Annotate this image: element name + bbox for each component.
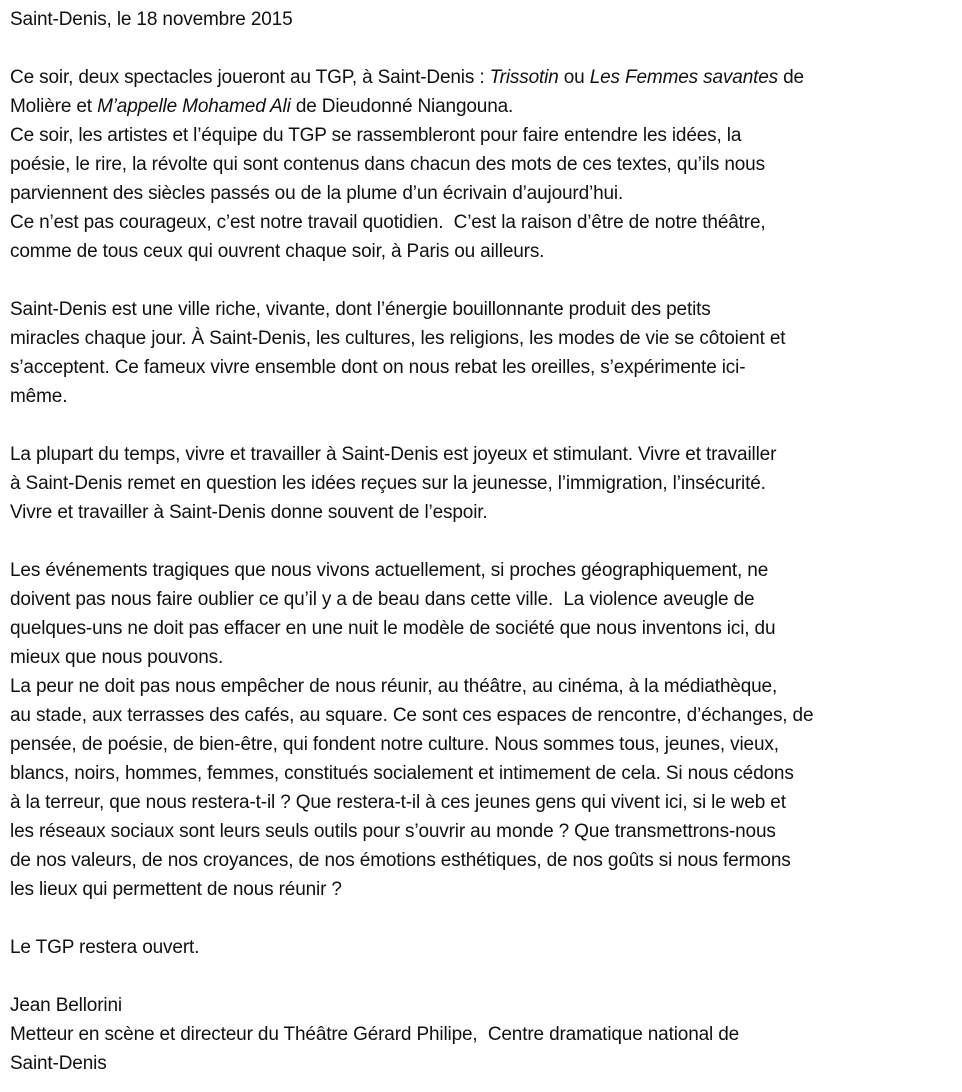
paragraph-line: mieux que nous pouvons. bbox=[10, 647, 224, 668]
date-line: Saint-Denis, le 18 novembre 2015 bbox=[10, 9, 293, 30]
letter-page bbox=[10, 5, 955, 1078]
signature-name: Jean Bellorini bbox=[10, 995, 122, 1016]
paragraph-line bbox=[10, 92, 955, 121]
spacer bbox=[10, 904, 955, 933]
signature-block bbox=[10, 991, 955, 1078]
paragraph-line: à la terreur, que nous restera-t-il ? Que restera-t-il à ces jeunes gens qui vivent ici, si le web et bbox=[10, 792, 786, 813]
paragraph-line: Vivre et travailler à Saint-Denis donne souvent de l’espoir. bbox=[10, 502, 488, 523]
paragraph-line: comme de tous ceux qui ouvrent chaque soir, à Paris ou ailleurs. bbox=[10, 241, 545, 262]
paragraph-line: les réseaux sociaux sont leurs seuls outils pour s’ouvrir au monde ? Que transmettrons-nous bbox=[10, 821, 776, 842]
paragraph-2 bbox=[10, 295, 955, 411]
play-title-trissotin: Trissotin bbox=[489, 67, 559, 88]
paragraph-line: miracles chaque jour. À Saint-Denis, les cultures, les religions, les modes de vie se côtoient et bbox=[10, 328, 786, 349]
paragraph-line: La peur ne doit pas nous empêcher de nous réunir, au théâtre, au cinéma, à la médiathèque, bbox=[10, 676, 778, 697]
signature-title: Saint-Denis bbox=[10, 1053, 107, 1074]
paragraph-line: Ce soir, les artistes et l’équipe du TGP se rassembleront pour faire entendre les idées, la bbox=[10, 125, 742, 146]
paragraph-line: poésie, le rire, la révolte qui sont contenus dans chacun des mots de ces textes, qu’ils nous bbox=[10, 154, 765, 175]
paragraph-line: au stade, aux terrasses des cafés, au square. Ce sont ces espaces de rencontre, d’échanges, de bbox=[10, 705, 814, 726]
signature-title: Metteur en scène et directeur du Théâtre Gérard Philipe, Centre dramatique national de bbox=[10, 1024, 740, 1045]
paragraph-line: de nos valeurs, de nos croyances, de nos émotions esthétiques, de nos goûts si nous fermons bbox=[10, 850, 791, 871]
spacer bbox=[10, 266, 955, 295]
paragraph-line: Saint-Denis est une ville riche, vivante, dont l’énergie bouillonnante produit des petits bbox=[10, 299, 711, 320]
text-run: ou bbox=[558, 67, 590, 88]
paragraph-line: s’acceptent. Ce fameux vivre ensemble dont on nous rebat les oreilles, s’expérimente ici- bbox=[10, 357, 746, 378]
play-title-mohamed-ali: M’appelle Mohamed Ali bbox=[97, 96, 291, 117]
paragraph-line: La plupart du temps, vivre et travailler à Saint-Denis est joyeux et stimulant. Vivre et travailler bbox=[10, 444, 777, 465]
closing-statement: Le TGP restera ouvert. bbox=[10, 937, 200, 958]
play-title-femmes-savantes: Les Femmes savantes bbox=[589, 67, 779, 88]
spacer bbox=[10, 962, 955, 991]
paragraph-1 bbox=[10, 63, 955, 266]
text-run: de bbox=[778, 67, 804, 88]
paragraph-line: même. bbox=[10, 386, 68, 407]
paragraph-line: doivent pas nous faire oublier ce qu’il y a de beau dans cette ville. La violence aveugle de bbox=[10, 589, 755, 610]
spacer bbox=[10, 527, 955, 556]
paragraph-4 bbox=[10, 556, 955, 904]
text-run: Ce soir, deux spectacles joueront au TGP, à Saint-Denis : bbox=[10, 67, 490, 88]
text-run: Molière et bbox=[10, 96, 98, 117]
spacer bbox=[10, 34, 955, 63]
paragraph-line: Les événements tragiques que nous vivons actuellement, si proches géographiquement, ne bbox=[10, 560, 769, 581]
paragraph-3 bbox=[10, 440, 955, 527]
paragraph-line: les lieux qui permettent de nous réunir ? bbox=[10, 879, 342, 900]
paragraph-line: quelques-uns ne doit pas effacer en une nuit le modèle de société que nous inventons ici, du bbox=[10, 618, 776, 639]
paragraph-line: pensée, de poésie, de bien-être, qui fondent notre culture. Nous sommes tous, jeunes, vieux, bbox=[10, 734, 779, 755]
paragraph-line bbox=[10, 63, 955, 92]
spacer bbox=[10, 411, 955, 440]
paragraph-line: parviennent des siècles passés ou de la plume d’un écrivain d’aujourd’hui. bbox=[10, 183, 624, 204]
paragraph-line: à Saint-Denis remet en question les idées reçues sur la jeunesse, l’immigration, l’insécurité. bbox=[10, 473, 766, 494]
paragraph-line: blancs, noirs, hommes, femmes, constitués socialement et intimement de cela. Si nous cédons bbox=[10, 763, 794, 784]
paragraph-line: Ce n’est pas courageux, c’est notre travail quotidien. C’est la raison d’être de notre théâtre, bbox=[10, 212, 766, 233]
text-run: de Dieudonné Niangouna. bbox=[290, 96, 514, 117]
